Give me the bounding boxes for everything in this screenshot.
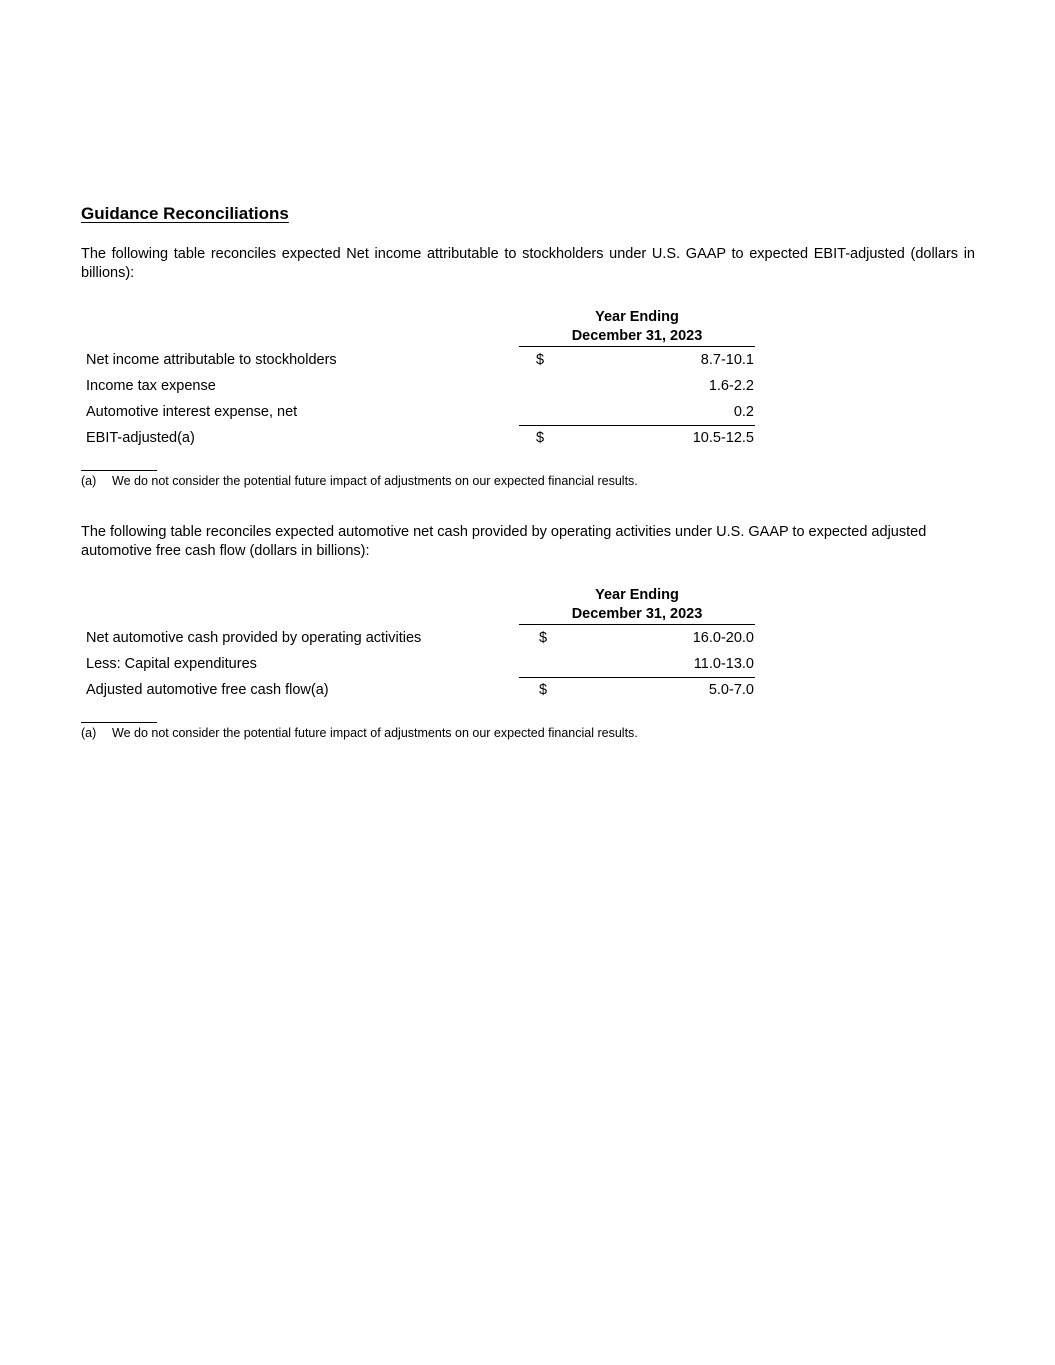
- table1-footnote: [81, 474, 638, 488]
- table2-footnote: [81, 726, 638, 740]
- table1-row-income-tax: [81, 374, 755, 400]
- row-label: Automotive interest expense, net: [86, 404, 298, 420]
- table2-header-line2: December 31, 2023: [571, 605, 703, 622]
- footnote-text: We do not consider the potential future impact of adjustments on our expected financial results.: [112, 474, 638, 488]
- row-value: 16.0-20.0: [692, 630, 754, 646]
- footnote-mark: (a): [81, 474, 97, 488]
- row-currency: $: [536, 352, 545, 368]
- row-currency: $: [536, 430, 545, 446]
- row-currency: $: [539, 682, 548, 698]
- row-label: EBIT-adjusted(a): [86, 430, 195, 446]
- table1-row-ebit-adjusted: [81, 426, 755, 452]
- row-label: Net automotive cash provided by operating activities: [86, 630, 422, 646]
- row-label: Income tax expense: [86, 378, 216, 394]
- table1-intro: The following table reconciles expected Net income attributable to stockholders under U.S. GAAP to expected EBIT-adjusted (dollars in billions):: [81, 246, 975, 281]
- table1-row-interest-expense: [81, 400, 755, 426]
- row-value: 1.6-2.2: [708, 378, 754, 394]
- table2-row-capex: [81, 652, 755, 678]
- table2-row-operating-cash: [81, 626, 755, 652]
- table1-row-net-income: [81, 348, 755, 374]
- table2-row-free-cash-flow: [81, 678, 755, 704]
- row-label: Net income attributable to stockholders: [86, 352, 337, 368]
- row-value: 5.0-7.0: [708, 682, 754, 698]
- section-heading: Guidance Reconciliations: [81, 204, 289, 223]
- row-value: 11.0-13.0: [693, 656, 754, 672]
- table2-column-header: [519, 586, 755, 625]
- table2-intro: The following table reconciles expected automotive net cash provided by operating activities under U.S. GAAP to expected adjusted automotive free cash flow (dollars in billions):: [81, 524, 927, 559]
- table1-footnote-rule: [81, 470, 157, 471]
- footnote-text: We do not consider the potential future impact of adjustments on our expected financial results.: [112, 726, 638, 740]
- footnote-mark: (a): [81, 726, 97, 740]
- table1-header-line2: December 31, 2023: [571, 327, 703, 344]
- table2-footnote-rule: [81, 722, 157, 723]
- row-value: 8.7-10.1: [700, 352, 754, 368]
- row-value: 0.2: [733, 404, 754, 420]
- table1-header-line1: Year Ending: [595, 309, 679, 325]
- table1-column-header: [519, 308, 755, 347]
- row-currency: $: [539, 630, 548, 646]
- table2-header-line1: Year Ending: [595, 587, 679, 603]
- row-label: Adjusted automotive free cash flow(a): [86, 682, 329, 698]
- row-label: Less: Capital expenditures: [86, 656, 257, 672]
- row-value: 10.5-12.5: [692, 430, 754, 446]
